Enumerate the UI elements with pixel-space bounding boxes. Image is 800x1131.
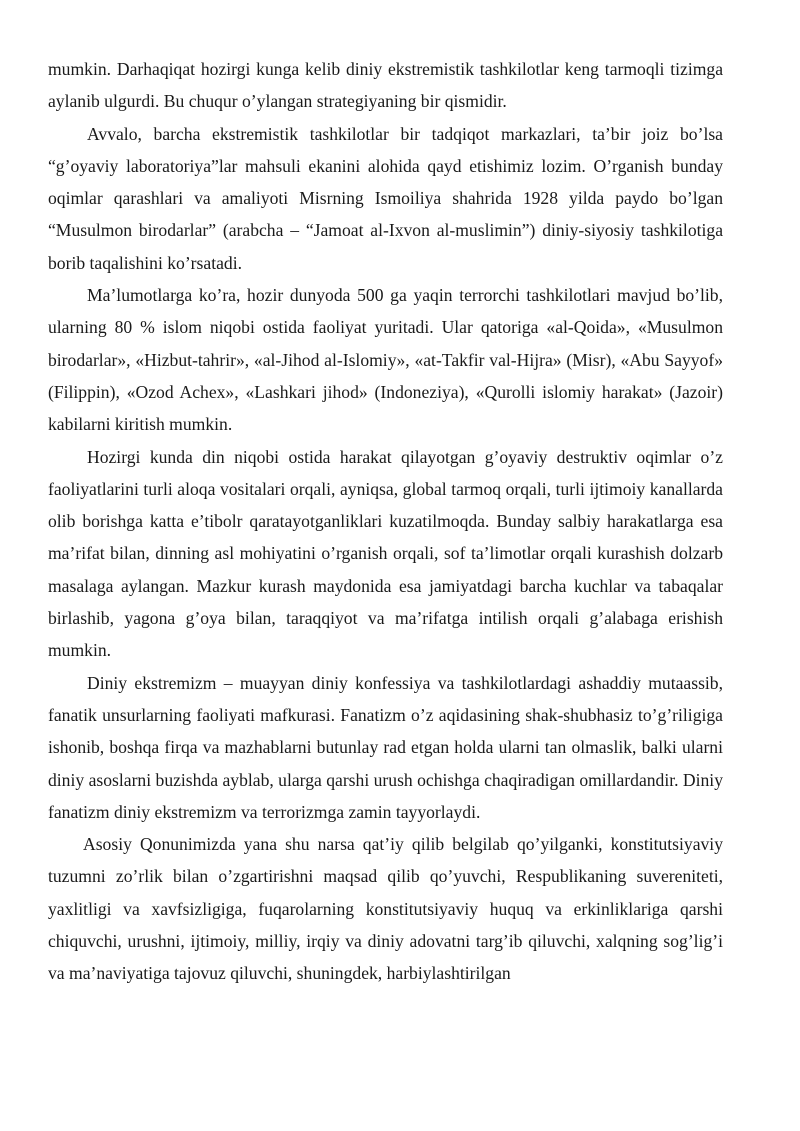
paragraph-terrorist-organizations-list: Ma’lumotlarga ko’ra, hozir dunyoda 500 ga yaqin terrorchi tashkilotlari mavjud bo’lib, ularning 80 % islom niqobi ostida faoliyat yuritadi. Ular qatoriga «al-Qoida», «Musulmon birodarlar», «Hizbut-tahrir», «al-Jihod al-Islomiy», «at-Takfir val-Hijra» (Misr), «Abu Sayyof» (Filippin), «Ozod Achex», «Lashkari jihod» (Indoneziya), «Qurolli islomiy harakat» (Jazoir) kabilarni kiritish mumkin. bbox=[48, 285, 723, 435]
paragraph-religious-extremism-definition: Diniy ekstremizm – muayyan diniy konfessiya va tashkilotlardagi ashaddiy mutaassib, fanatik unsurlarning faoliyati mafkurasi. Fanatizm o’z aqidasining shak-shubhasiz to’g’riligiga ishonib, boshqa firqa va mazhablarni butunlay rad etgan holda ularni tan olmaslik, balki ularni diniy asoslarni buzishda ayblab, ularga qarshi urush ochishga chaqiradigan omillardandir. Diniy fanatizm diniy ekstremizm va terrorizmga zamin tayyorlaydi. bbox=[48, 672, 723, 822]
paragraph-extremist-organizations-origin: Avvalo, barcha ekstremistik tashkilotlar bir tadqiqot markazlari, ta’bir joiz bo’lsa “g’oyaviy laboratoriya”lar mahsuli ekanini alohida qayd etishimiz lozim. O’rganish bunday oqimlar qarashlari va amaliyoti Misrning Ismoiliya shahrida 1928 yilda paydo bo’lgan “Musulmon birodarlar” (arabcha – “Jamoat al-Ixvon al-muslimin”) diniy-siyosiy tashkilotiga borib taqalishini ko’rsatadi. bbox=[48, 123, 723, 273]
document-page bbox=[48, 53, 723, 990]
paragraph-destructive-currents: Hozirgi kunda din niqobi ostida harakat qilayotgan g’oyaviy destruktiv oqimlar o’z faoliyatlarini turli aloqa vositalari orqali, ayniqsa, global tarmoq orqali, turli ijtimoiy kanallarda olib borishga katta e’tibolr qaratayotganliklari kuzatilmoqda. Bunday salbiy harakatlarga esa ma’rifat bilan, dinning asl mohiyatini o’rganish orqali, sof ta’limotlar orqali kurashish dolzarb masalaga aylangan. Mazkur kurash maydonida esa jamiyatdagi barcha kuchlar va tabaqalar birlashib, yagona g’oya bilan, taraqqiyot va ma’rifatga intilish orqali g’alabaga erishish mumkin. bbox=[48, 446, 723, 661]
paragraph-constitution: Asosiy Qonunimizda yana shu narsa qat’iy qilib belgilab qo’yilganki, konstitutsiyaviy tuzumni zo’rlik bilan o’zgartirishni maqsad qilib qo’yuvchi, Respublikaning suvereniteti, yaxlitligi va xavfsizligiga, fuqarolarning konstitutsiyaviy huquq va erkinliklariga qarshi chiquvchi, urushni, ijtimoiy, milliy, irqiy va diniy adovatni targ’ib qiluvchi, xalqning sog’lig’i va ma’naviyatiga tajovuz qiluvchi, shuningdek, harbiylashtirilgan bbox=[48, 834, 723, 984]
paragraph-continuation: mumkin. Darhaqiqat hozirgi kunga kelib diniy ekstremistik tashkilotlar keng tarmoqli tizimga aylanib ulgurdi. Bu chuqur o’ylangan strategiyaning bir qismidir. bbox=[48, 59, 723, 112]
